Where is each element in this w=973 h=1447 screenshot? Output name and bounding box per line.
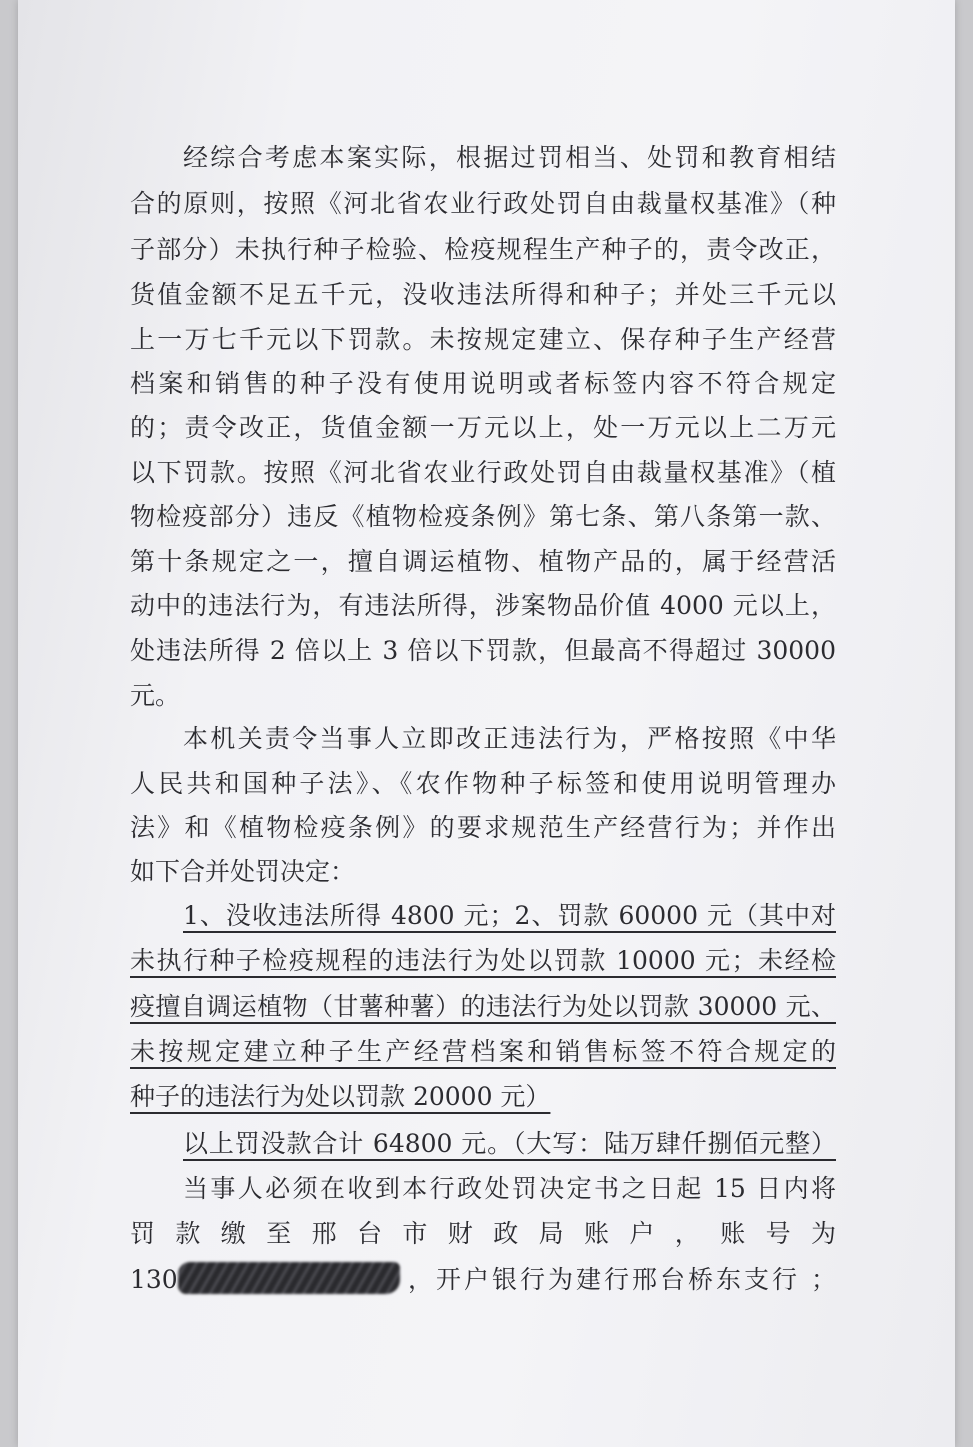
- decision-line-3: 疫擅自调运植物（甘薯种薯）的违法行为处以罚款 30000 元、: [130, 992, 836, 1021]
- paragraph-1-line-3: 子部分）未执行种子检验、检疫规程生产种子的，责令改正，: [130, 235, 836, 264]
- decision-line-5: 种子的违法行为处以罚款 20000 元）: [130, 1082, 551, 1111]
- bank-info: ，开户银行为建行邢台桥东支行 ；: [408, 1265, 836, 1294]
- paragraph-2-line-1: 本机关责令当事人立即改正违法行为，严格按照《中华: [183, 724, 836, 753]
- payment-line-2: 罚款缴至邢台市财政局账户，账号为: [130, 1219, 836, 1248]
- paragraph-2-line-3: 法》和《植物检疫条例》的要求规范生产经营行为；并作出: [130, 813, 836, 842]
- payment-line-1: 当事人必须在收到本行政处罚决定书之日起 15 日内将: [183, 1174, 836, 1203]
- paragraph-1-line-9: 物检疫部分）违反《植物检疫条例》第七条、第八条第一款、: [130, 502, 836, 531]
- paragraph-1-line-6: 档案和销售的种子没有使用说明或者标签内容不符合规定: [130, 369, 836, 398]
- paragraph-1-line-12: 处违法所得 2 倍以上 3 倍以下罚款，但最高不得超过 30000: [130, 636, 836, 665]
- total-amount: 以上罚没款合计 64800 元。（大写：陆万肆仟捌佰元整）: [183, 1129, 836, 1158]
- decision-line-4: 未按规定建立种子生产经营档案和销售标签不符合规定的: [130, 1037, 836, 1066]
- paragraph-1-line-13: 元。: [130, 681, 181, 710]
- paragraph-2-line-4: 如下合并处罚决定：: [130, 857, 356, 886]
- paragraph-1-line-5: 上一万七千元以下罚款。未按规定建立、保存种子生产经营: [130, 325, 836, 354]
- paragraph-2-line-2: 人民共和国种子法》、《农作物种子标签和使用说明管理办: [130, 769, 836, 798]
- paragraph-1-line-8: 以下罚款。按照《河北省农业行政处罚自由裁量权基准》（植: [130, 458, 836, 487]
- paragraph-1-line-4: 货值金额不足五千元，没收违法所得和种子；并处三千元以: [130, 280, 836, 309]
- account-number-prefix: 130: [130, 1265, 178, 1294]
- paragraph-1-line-11: 动中的违法行为，有违法所得，涉案物品价值 4000 元以上，: [130, 591, 836, 620]
- redacted-account-number: [178, 1262, 400, 1294]
- decision-line-1: 1、没收违法所得 4800 元；2、罚款 60000 元（其中对: [183, 901, 836, 930]
- decision-line-2: 未执行种子检疫规程的违法行为处以罚款 10000 元；未经检: [130, 946, 836, 975]
- paragraph-1-line-1: 经综合考虑本案实际，根据过罚相当、处罚和教育相结: [183, 143, 836, 172]
- paragraph-1-line-2: 合的原则，按照《河北省农业行政处罚自由裁量权基准》（种: [130, 189, 836, 218]
- paragraph-1-line-7: 的；责令改正，货值金额一万元以上，处一万元以上二万元: [130, 413, 836, 442]
- paragraph-1-line-10: 第十条规定之一，擅自调运植物、植物产品的，属于经营活: [130, 547, 836, 576]
